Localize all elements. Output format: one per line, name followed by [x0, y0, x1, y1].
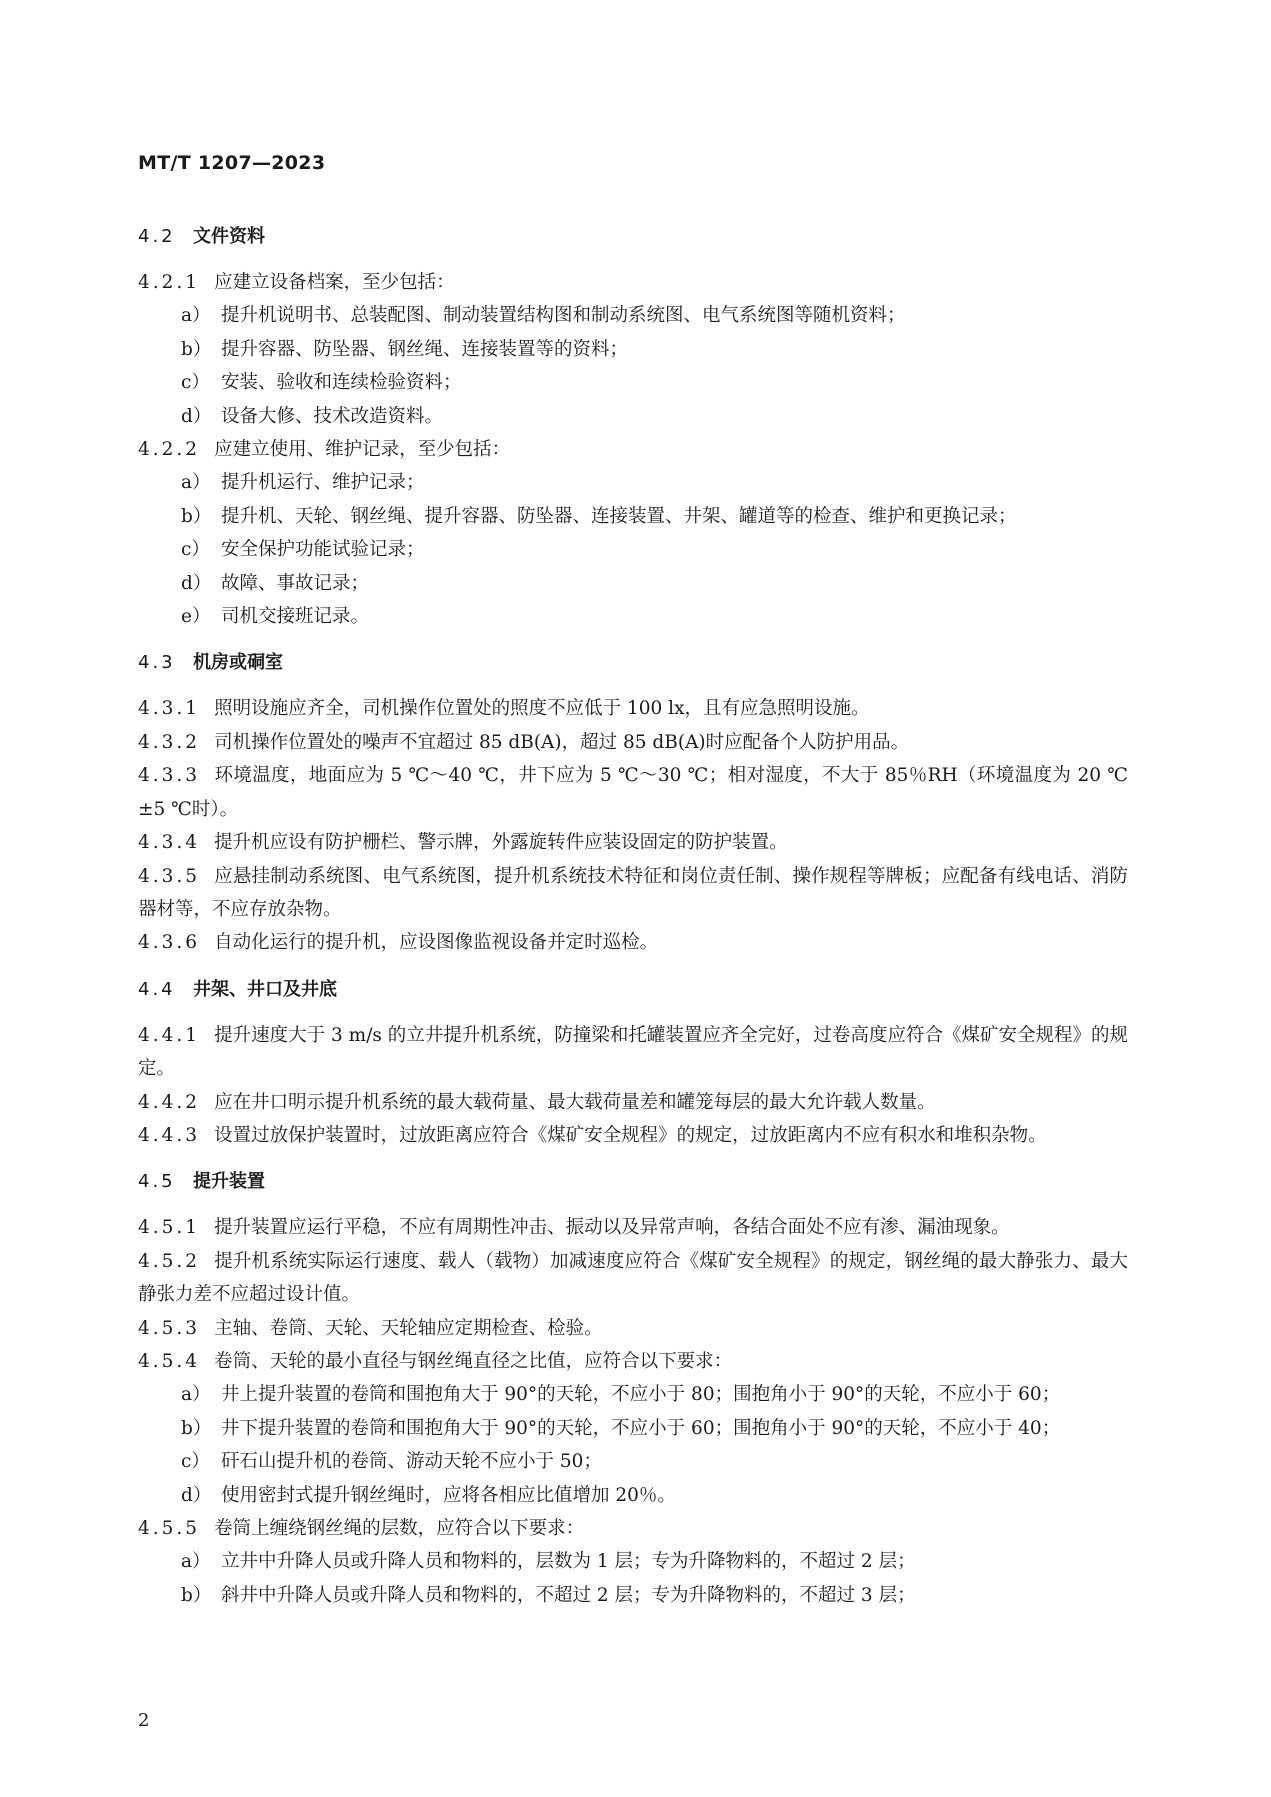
clause-number: 4.3.6 [138, 932, 201, 954]
list-item-text: 司机交接班记录。 [221, 606, 370, 628]
clause-text: 自动化运行的提升机，应设图像监视设备并定时巡检。 [214, 932, 659, 954]
section [138, 1167, 1128, 1612]
list-item-label: b） [181, 1417, 212, 1439]
section-number: 4.5 [138, 1171, 176, 1193]
clause-number: 4.5.5 [138, 1518, 201, 1539]
list-item [138, 533, 1128, 566]
section [138, 975, 1128, 1153]
clause [138, 926, 1128, 959]
list-item-label: d） [181, 405, 212, 427]
clause-number: 4.4.3 [138, 1124, 201, 1146]
clause-text: 提升速度大于 3 m/s 的立井提升机系统，防撞梁和托罐装置应齐全完好，过卷高度应符合《煤矿安全规程》的规定。 [138, 1024, 1128, 1080]
clause [138, 1086, 1128, 1119]
list-item [138, 1378, 1128, 1411]
list-item-text: 设备大修、技术改造资料。 [221, 405, 444, 427]
list-item-label: a） [181, 1384, 211, 1406]
clause [138, 1345, 1128, 1378]
clause [138, 1245, 1128, 1312]
list-item-text: 井下提升装置的卷筒和围抱角大于 90°的天轮，不应小于 60；围抱角小于 90°的天轮，不应小于 40； [221, 1417, 1061, 1439]
document-body [138, 222, 1128, 1612]
clause-number: 4.2.1 [138, 272, 201, 293]
clause-text: 司机操作位置处的噪声不宜超过 85 dB(A)，超过 85 dB(A)时应配备个人防护用品。 [214, 731, 910, 753]
list-item-label: c） [181, 1451, 210, 1473]
list-item-label: d） [181, 572, 212, 594]
clause-text: 卷筒、天轮的最小直径与钢丝绳直径之比值，应符合以下要求： [214, 1350, 733, 1372]
clause-text: 应建立使用、维护记录，至少包括： [214, 439, 511, 461]
list-item-label: a） [181, 1551, 211, 1573]
list-item-label: c） [181, 539, 210, 561]
clause-number: 4.3.4 [138, 832, 201, 854]
clause-number: 4.3.5 [138, 865, 201, 887]
clause [138, 692, 1128, 725]
clause-text: 卷筒上缠绕钢丝绳的层数，应符合以下要求： [214, 1518, 585, 1539]
section [138, 648, 1128, 959]
clause-number: 4.4.1 [138, 1024, 201, 1046]
list-item-label: e） [181, 606, 211, 628]
list-item-text: 故障、事故记录； [221, 572, 370, 594]
list-item [138, 500, 1128, 533]
list-item [138, 1579, 1128, 1612]
section-number: 4.3 [138, 652, 176, 674]
clause-number: 4.5.1 [138, 1217, 201, 1239]
list-item-text: 提升机、天轮、钢丝绳、提升容器、防坠器、连接装置、井架、罐道等的检查、维护和更换记录； [221, 505, 1017, 527]
clause [138, 1512, 1128, 1545]
section-title: 文件资料 [193, 226, 265, 247]
list-item-text: 提升容器、防坠器、钢丝绳、连接装置等的资料； [221, 338, 629, 360]
clause-text: 照明设施应齐全，司机操作位置处的照度不应低于 100 lx，且有应急照明设施。 [214, 698, 870, 720]
clause [138, 266, 1128, 299]
clause [138, 433, 1128, 466]
list-item [138, 1412, 1128, 1445]
list-item-text: 安装、验收和连续检验资料； [221, 372, 462, 394]
clause-number: 4.4.2 [138, 1091, 201, 1113]
page-number: 2 [138, 1710, 150, 1731]
list-item [138, 1479, 1128, 1512]
list-item [138, 400, 1128, 433]
clause-number: 4.2.2 [138, 439, 201, 461]
section-title: 井架、井口及井底 [193, 978, 337, 1000]
list-item-text: 安全保护功能试验记录； [221, 539, 425, 561]
section [138, 222, 1128, 633]
list-item [138, 366, 1128, 399]
list-item-text: 矸石山提升机的卷筒、游动天轮不应小于 50； [221, 1451, 602, 1473]
list-item-text: 立井中升降人员或升降人员和物料的，层数为 1 层；专为升降物料的，不超过 2 层； [221, 1551, 916, 1573]
clause [138, 1019, 1128, 1086]
list-item [138, 333, 1128, 366]
clause-text: 提升机系统实际运行速度、载人（载物）加减速度应符合《煤矿安全规程》的规定，钢丝绳的最大静张力、最大静张力差不应超过设计值。 [138, 1250, 1128, 1306]
list-item-label: a） [181, 305, 211, 327]
clause [138, 1211, 1128, 1244]
clause-number: 4.3.1 [138, 698, 201, 720]
section-heading [138, 648, 1128, 678]
list-item-text: 提升机运行、维护记录； [221, 472, 425, 494]
section-title: 提升装置 [193, 1171, 265, 1193]
clause [138, 1119, 1128, 1152]
clause-text: 设置过放保护装置时，过放距离应符合《煤矿安全规程》的规定，过放距离内不应有积水和堆积杂物。 [214, 1124, 1047, 1146]
clause [138, 860, 1128, 927]
list-item-label: c） [181, 372, 210, 394]
list-item [138, 1445, 1128, 1478]
list-item-label: d） [181, 1484, 212, 1506]
list-item-label: a） [181, 472, 211, 494]
list-item [138, 466, 1128, 499]
section-number: 4.2 [138, 226, 176, 247]
clause-number: 4.5.4 [138, 1350, 201, 1372]
clause-text: 应在井口明示提升机系统的最大载荷量、最大载荷量差和罐笼每层的最大允许载人数量。 [214, 1091, 936, 1113]
clause [138, 759, 1128, 826]
clause [138, 826, 1128, 859]
list-item-text: 使用密封式提升钢丝绳时，应将各相应比值增加 20％。 [221, 1484, 676, 1506]
clause-text: 应建立设备档案，至少包括： [214, 272, 455, 293]
clause-text: 提升装置应运行平稳，不应有周期性冲击、振动以及异常声响，各结合面处不应有渗、漏油现象。 [214, 1217, 1010, 1239]
clause-text: 提升机应设有防护栅栏、警示牌，外露旋转件应装设固定的防护装置。 [214, 832, 788, 854]
clause-text: 主轴、卷筒、天轮、天轮轴应定期检查、检验。 [214, 1317, 603, 1339]
list-item [138, 600, 1128, 633]
clause-text: 环境温度，地面应为 5 ℃～40 ℃，井下应为 5 ℃～30 ℃；相对湿度，不大于 85％RH（环境温度为 20 ℃±5 ℃时）。 [138, 765, 1128, 820]
list-item-label: b） [181, 338, 212, 360]
clause-number: 4.5.3 [138, 1317, 201, 1339]
list-item-label: b） [181, 1584, 212, 1606]
list-item-text: 斜井中升降人员或升降人员和物料的，不超过 2 层；专为升降物料的，不超过 3 层； [221, 1584, 916, 1606]
clause-number: 4.3.3 [138, 765, 201, 787]
document-id-header: MT/T 1207—2023 [138, 152, 326, 174]
clause-number: 4.5.2 [138, 1250, 201, 1272]
list-item-text: 提升机说明书、总装配图、制动装置结构图和制动系统图、电气系统图等随机资料； [221, 305, 906, 327]
section-heading [138, 975, 1128, 1005]
clause-text: 应悬挂制动系统图、电气系统图，提升机系统技术特征和岗位责任制、操作规程等牌板；应配备有线电话、消防器材等，不应存放杂物。 [138, 865, 1128, 920]
list-item-label: b） [181, 505, 212, 527]
list-item [138, 1545, 1128, 1578]
section-number: 4.4 [138, 978, 176, 1000]
clause [138, 726, 1128, 759]
list-item [138, 567, 1128, 600]
clause-number: 4.3.2 [138, 731, 201, 753]
section-heading [138, 222, 1128, 252]
list-item-text: 井上提升装置的卷筒和围抱角大于 90°的天轮，不应小于 80；围抱角小于 90°的天轮，不应小于 60； [221, 1384, 1061, 1406]
section-title: 机房或硐室 [193, 652, 283, 674]
section-heading [138, 1167, 1128, 1197]
list-item [138, 299, 1128, 332]
clause [138, 1312, 1128, 1345]
